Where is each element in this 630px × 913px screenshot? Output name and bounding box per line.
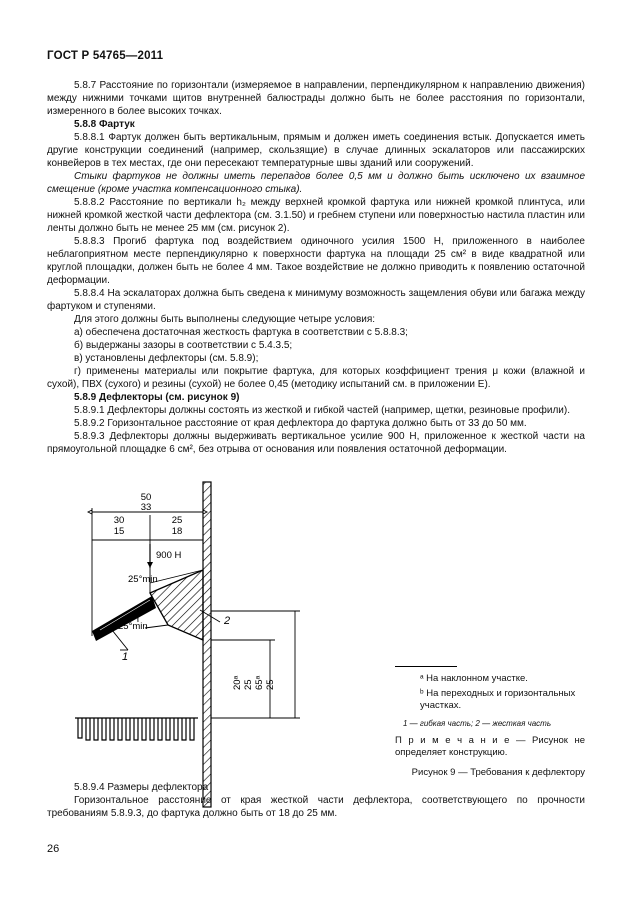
list-item: в) установлены дефлекторы (см. 5.8.9);: [74, 353, 259, 364]
paragraph: 5.8.9.3 Дефлекторы должны выдерживать вертикальное усилие 900 Н, приложенное к жесткой части на прямоугольной площадке 6 см², без отрыва от основания или появления остаточной деформации.: [47, 431, 585, 455]
angle-bottom: 25°min: [118, 621, 148, 632]
paragraph: Горизонтальное расстояние от края жесткой части дефлектора, соответствующего по прочности требованиям 5.8.9.3, до фартука должно быть от 18 до 25 мм.: [47, 795, 585, 819]
dim-h-b2: 25: [265, 679, 276, 690]
dim-18: 18: [171, 526, 183, 537]
document-header: ГОСТ Р 54765—2011: [47, 50, 164, 62]
list-item: г) применены материалы или покрытие фартука, для которых коэффициент трения μ кожи (влажной и сухой), ПВХ (сухого) и резины (сухой) не более 0,45 (методику испытаний см. в приложении Е).: [47, 366, 585, 390]
list-item: а) обеспечена достаточная жесткость фартука в соответствии с 5.8.8.3;: [74, 327, 408, 338]
paragraph: 5.8.7 Расстояние по горизонтали (измеряемое в направлении, перпендикулярном к направлению движения) между нижними точками щитов внутренней балюстрады должно быть не более расстояния по горизонтали, измеренного в более высоких точках.: [47, 80, 585, 117]
footnote-rule: [395, 666, 457, 667]
figure-legend: 1 — гибкая часть; 2 — жесткая часть: [403, 719, 552, 728]
dim-33: 33: [140, 502, 152, 513]
deflector-rigid-part: [150, 570, 203, 640]
paragraph: 5.8.8.3 Прогиб фартука под воздействием одиночного усилия 1500 Н, приложенного в наиболее неблагоприятном месте перпендикулярно к поверхности фартука на площади 25 см² в виде квадратной или круглой площадки, должен быть не более 4 мм. Такое воздействие не должно приводить к появлению остаточной деформации.: [47, 236, 585, 286]
dim-50: 50: [140, 492, 152, 503]
dim-h-a2: 25: [243, 679, 254, 690]
dim-25: 25: [171, 515, 183, 526]
footnotes: [395, 666, 585, 712]
step-profile: [75, 718, 198, 740]
lower-text: [47, 781, 585, 820]
apron-wall: [203, 482, 211, 807]
figure-caption: Рисунок 9 — Требования к дефлектору: [411, 767, 585, 778]
footnote-b: ᵇ На переходных и горизонтальных участках.: [420, 688, 576, 711]
dim-15: 15: [113, 526, 125, 537]
paragraph: 5.8.9.4 Размеры дефлектора: [74, 782, 209, 793]
paragraph: 5.8.9.1 Дефлекторы должны состоять из жесткой и гибкой частей (например, щетки, резиновые профили).: [74, 405, 570, 416]
paragraph: 5.8.8.1 Фартук должен быть вертикальным, прямым и должен иметь соединения встык. Допускается иметь другие конструкции соединений (например, скользящие) в случае длинных эскалаторов или пассажирских конвейеров в тех местах, где они пересекают температурные швы зданий или сооружений.: [47, 132, 585, 169]
section-heading: 5.8.9 Дефлекторы (см. рисунок 9): [74, 392, 240, 403]
list-item: б) выдержаны зазоры в соответствии с 5.4.3.5;: [74, 340, 293, 351]
paragraph: Для этого должны быть выполнены следующие четыре условия:: [74, 314, 376, 325]
dim-30: 30: [113, 515, 125, 526]
paragraph: 5.8.8.4 На эскалаторах должна быть сведена к минимуму возможность защемления обуви или багажа между фартуком и ступенями.: [47, 288, 585, 312]
callout-1: 1: [122, 651, 129, 663]
force-label: 900 Н: [156, 550, 182, 561]
dim-h-a: 20ᵃ: [232, 675, 243, 690]
paragraph-italic: Стыки фартуков не должны иметь перепадов более 0,5 мм и должно быть исключено их взаимное смещение (кроме участка компенсационного стыка).: [47, 171, 585, 195]
section-heading: 5.8.8 Фартук: [74, 119, 135, 130]
dim-h-b: 65ᵃ: [254, 675, 265, 690]
callout-2: 2: [224, 615, 231, 627]
paragraph: 5.8.9.2 Горизонтальное расстояние от края дефлектора до фартука должно быть от 33 до 50 мм.: [74, 418, 527, 429]
figure-note: П р и м е ч а н и е — Рисунок не определяет конструкцию.: [395, 735, 585, 758]
deflector-flexible-part: [92, 596, 156, 641]
page-number: 26: [47, 843, 60, 855]
paragraph: 5.8.8.2 Расстояние по вертикали h₂ между верхней кромкой фартука или нижней кромкой плинтуса, или нижней кромкой жесткой части дефлектора (см. 3.1.50) и гребнем ступени или поверхностью настила пластин или ленты должно быть не менее 25 мм (см. рисунок 2).: [47, 197, 585, 234]
angle-top: 25°min: [128, 574, 158, 585]
footnote-a: ᵃ На наклонном участке.: [420, 673, 528, 684]
